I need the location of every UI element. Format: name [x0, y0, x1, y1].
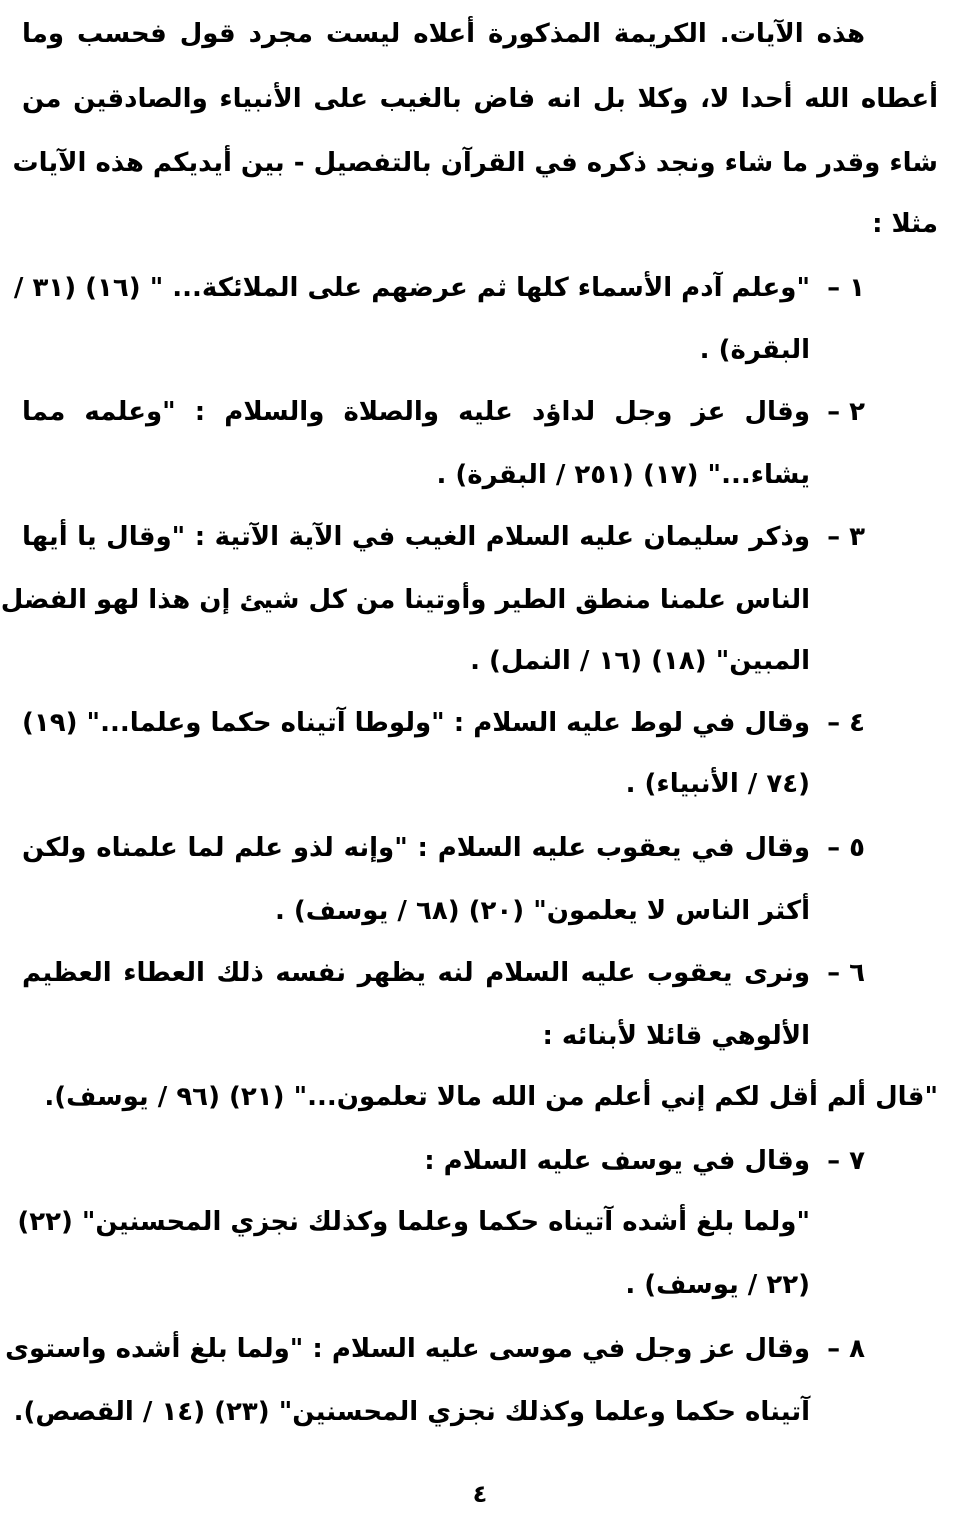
quote-line: "قال ألم أقل لكم إني أعلم من الله مالا تعلمون..." (٢١) (٩٦ / يوسف). [44, 1082, 938, 1112]
item-5-number: ٥ – [827, 833, 865, 863]
item-3-number: ٣ – [827, 522, 865, 552]
item-3-line-1: وذكر سليمان عليه السلام الغيب في الآية الآتية : "وقال يا أيها [22, 522, 810, 552]
intro-line-2: أعطاه الله أحدا لا، وكلا بل انه فاض بالغيب على الأنبياء والصادقين من [22, 84, 938, 114]
item-2-line-2: يشاء..." (١٧) (٢٥١ / البقرة) . [436, 460, 810, 490]
item-7-quote-line-2: (٢٢ / يوسف) . [625, 1270, 810, 1300]
intro-line-3: شاء وقدر ما شاء ونجد ذكره في القرآن بالتفصيل - بين أيديكم هذه الآيات [12, 148, 938, 178]
intro-line-4: مثلا : [872, 209, 938, 239]
item-4-number: ٤ – [827, 708, 865, 738]
item-7-number: ٧ – [827, 1146, 865, 1176]
item-8-line-2: آتيناه حكما وعلما وكذلك نجزي المحسنين" (٢٣) (١٤ / القصص). [13, 1397, 810, 1427]
item-1-line-2: البقرة) . [699, 335, 810, 365]
item-5-line-2: أكثر الناس لا يعلمون" (٢٠) (٦٨ / يوسف) . [274, 896, 810, 926]
item-4-line-2: (٧٤ / الأنبياء) . [625, 769, 810, 799]
item-6-line-2: الألوهي قائلا لأبنائه : [542, 1021, 810, 1051]
item-2-line-1: وقال عز وجل لداؤد عليه والصلاة والسلام : "وعلمه مما [22, 397, 810, 427]
item-3-line-2: الناس علمنا منطق الطير وأوتينا من كل شيئ إن هذا لهو الفضل [0, 585, 810, 615]
page-number: ٤ [472, 1480, 488, 1508]
item-5-line-1: وقال في يعقوب عليه السلام : "وإنه لذو علم لما علمناه ولكن [22, 833, 810, 863]
item-1-number: ١ – [827, 273, 865, 303]
item-6-number: ٦ – [827, 958, 865, 988]
item-1-line-1: "وعلم آدم الأسماء كلها ثم عرضهم على الملائكة... " (١٦) (٣١ / [13, 273, 810, 303]
item-6-line-1: ونرى يعقوب عليه السلام لنه يظهر نفسه ذلك العطاء العظيم [22, 958, 810, 988]
item-4-line-1: وقال في لوط عليه السلام : "ولوطا آتيناه حكما وعلما..." (١٩) [21, 708, 810, 738]
item-3-line-3: المبين" (١٨) (١٦ / النمل) . [470, 646, 810, 676]
item-7-line-1: وقال في يوسف عليه السلام : [424, 1146, 810, 1176]
item-7-quote-line-1: "ولما بلغ أشده آتيناه حكما وعلما وكذلك نجزي المحسنين" (٢٢) [17, 1207, 810, 1237]
item-8-line-1: وقال عز وجل في موسى عليه السلام : "ولما بلغ أشده واستوى [5, 1334, 810, 1364]
item-2-number: ٢ – [827, 397, 865, 427]
intro-line-1: هذه الآيات. الكريمة المذكورة أعلاه ليست مجرد قول فحسب وما [22, 19, 865, 49]
item-8-number: ٨ – [827, 1334, 865, 1364]
